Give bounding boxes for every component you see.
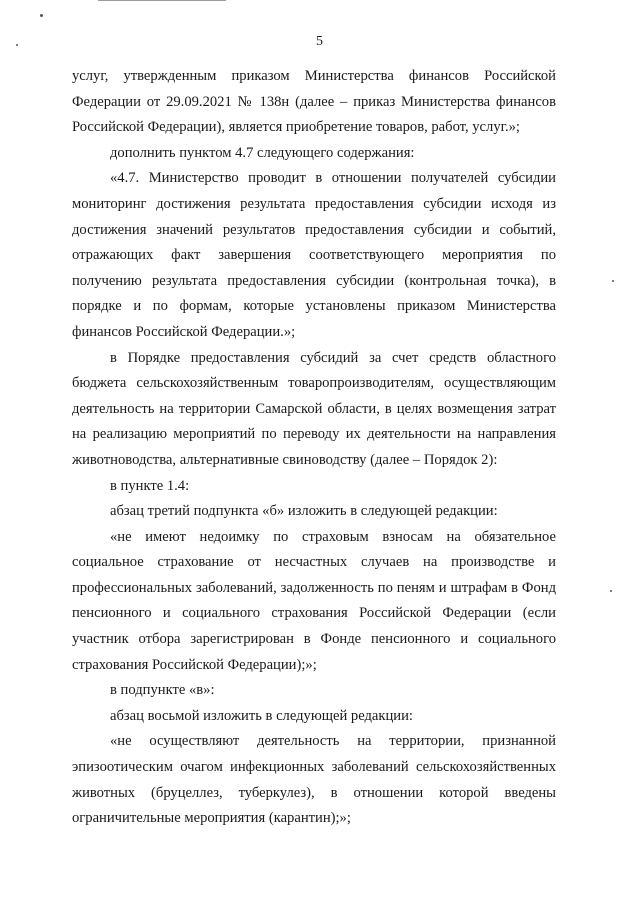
paragraph-continuation: услуг, утвержденным приказом Министерства финансов Российской Федерации от 29.09.2021 № 138н (далее – приказ Министерства финансов Российской Федерации), является приобретение товаров, работ, услуг.»; [72,68,556,136]
scan-speck [612,280,614,282]
paragraph-amendment-intro: дополнить пунктом 4.7 следующего содержания: [110,144,415,161]
paragraph-point-1-4: в пункте 1.4: [110,477,190,494]
page-number: 5 [316,34,323,49]
paragraph-eighth: абзац восьмой изложить в следующей редакции: [110,707,413,724]
paragraph-subpoint-b-text: «не имеют недоимку по страховым взносам на обязательное социальное страхование от несчастных случаев на производстве и профессиональных заболеваний, задолженность по пеням и штрафам в Фонд пенсионного и социального страхования Российской Федерации (если участник отбора зарегистрирован в Фонде пенсионного и социального страхования Российской Федерации);»; [72,528,556,673]
document-body [72,64,556,832]
scan-speck [610,590,612,592]
paragraph-item-4-7: «4.7. Министерство проводит в отношении получателей субсидии мониторинг достижения результата предоставления субсидии исходя из достижения значений результатов предоставления субсидии и событий, отражающих факт завершения соответствующего мероприятия по получению результата предоставления субсидии (контрольная точка), в порядке и по формам, которые установлены приказом Министерства финансов Российской Федерации.»; [72,170,556,340]
paragraph-subpoint-v: в подпункте «в»: [110,682,215,699]
scan-edge-line [98,0,226,1]
paragraph-subpoint-b: абзац третий подпункта «б» изложить в следующей редакции: [110,503,498,520]
scan-speck [40,14,43,17]
paragraph-order-2: в Порядке предоставления субсидий за счет средств областного бюджета сельскохозяйственным товаропроизводителям, осуществляющим деятельность на территории Самарской области, в целях возмещения затрат на реализацию мероприятий по переводу их деятельности на направления животноводства, альтернативные свиноводству (далее – Порядок 2): [72,349,556,468]
paragraph-eighth-text: «не осуществляют деятельность на территории, признанной эпизоотическим очагом инфекционных заболеваний сельскохозяйственных животных (бруцеллез, туберкулез), в отношении которой введены ограничительные мероприятия (карантин);»; [72,733,556,827]
